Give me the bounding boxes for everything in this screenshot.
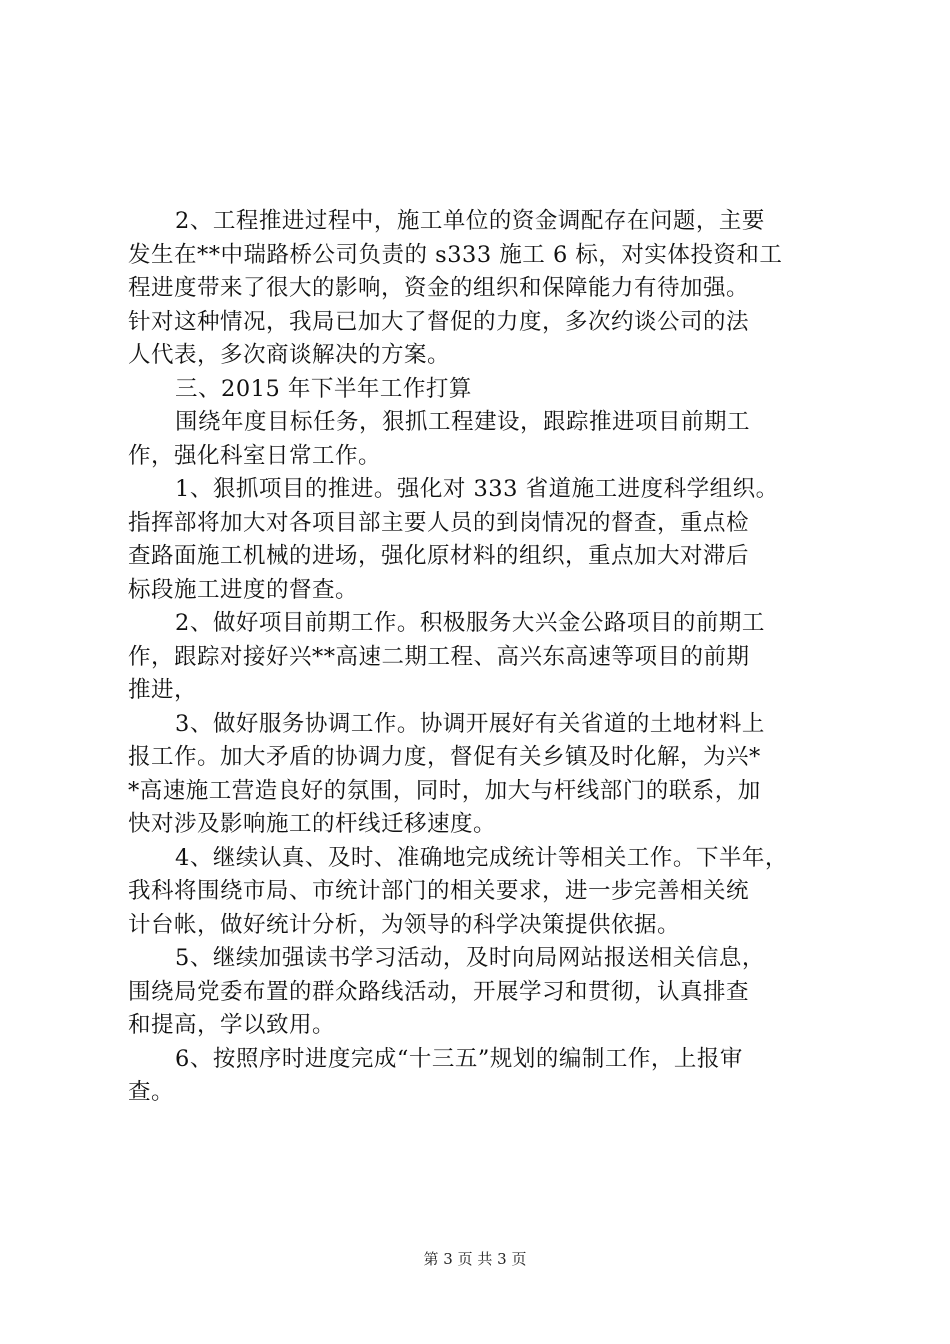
text-line: 推进， bbox=[128, 677, 198, 703]
text-line: 发生在**中瑞路桥公司负责的 s333 施工 6 标，对实体投资和工 bbox=[128, 241, 783, 268]
text-line: 作，强化科室日常工作。 bbox=[128, 442, 382, 469]
text-line: 程进度带来了很大的影响，资金的组织和保障能力有待加强。 bbox=[128, 275, 750, 301]
text-line: 快对涉及影响施工的杆线迁移速度。 bbox=[128, 811, 497, 837]
text-line: 3、做好服务协调工作。协调开展好有关省道的土地材料上 bbox=[175, 710, 765, 737]
document-body bbox=[128, 205, 828, 1110]
text-line: 围绕年度目标任务，狠抓工程建设，跟踪推进项目前期工 bbox=[175, 409, 751, 435]
text-line: 标段施工进度的督查。 bbox=[128, 576, 359, 603]
text-line: 5、继续加强读书学习活动，及时向局网站报送相关信息， bbox=[175, 945, 765, 971]
text-line: 2、工程推进过程中，施工单位的资金调配存在问题，主要 bbox=[175, 208, 765, 234]
text-line: 针对这种情况，我局已加大了督促的力度，多次约谈公司的法 bbox=[128, 308, 750, 335]
page-footer: 第 3 页 共 3 页 bbox=[423, 1250, 527, 1268]
text-line: 围绕局党委布置的群众路线活动，开展学习和贯彻，认真排查 bbox=[128, 978, 750, 1005]
text-line: 指挥部将加大对各项目部主要人员的到岗情况的督查，重点检 bbox=[128, 509, 750, 536]
text-line: 4、继续认真、及时、准确地完成统计等相关工作。下半年， bbox=[175, 844, 788, 871]
text-line: 我科将围绕市局、市统计部门的相关要求，进一步完善相关统 bbox=[128, 878, 750, 904]
text-line: 报工作。加大矛盾的协调力度，督促有关乡镇及时化解，为兴* bbox=[128, 744, 761, 770]
text-line: 作，跟踪对接好兴**高速二期工程、高兴东高速等项目的前期 bbox=[128, 643, 750, 670]
text-line: 查。 bbox=[128, 1079, 175, 1105]
text-line: 人代表，多次商谈解决的方案。 bbox=[128, 342, 451, 368]
section-heading: 三、2015 年下半年工作打算 bbox=[175, 375, 472, 402]
text-line: 和提高，学以致用。 bbox=[128, 1012, 336, 1038]
text-line: 6、按照序时进度完成“十三五”规划的编制工作，上报审 bbox=[175, 1045, 743, 1072]
text-line: *高速施工营造良好的氛围，同时，加大与杆线部门的联系，加 bbox=[128, 777, 761, 804]
text-line: 1、狠抓项目的推进。强化对 333 省道施工进度科学组织。 bbox=[175, 476, 779, 502]
text-line: 计台帐，做好统计分析，为领导的科学决策提供依据。 bbox=[128, 911, 681, 938]
text-line: 2、做好项目前期工作。积极服务大兴金公路项目的前期工 bbox=[175, 610, 765, 636]
text-line: 查路面施工机械的进场，强化原材料的组织，重点加大对滞后 bbox=[128, 543, 750, 569]
